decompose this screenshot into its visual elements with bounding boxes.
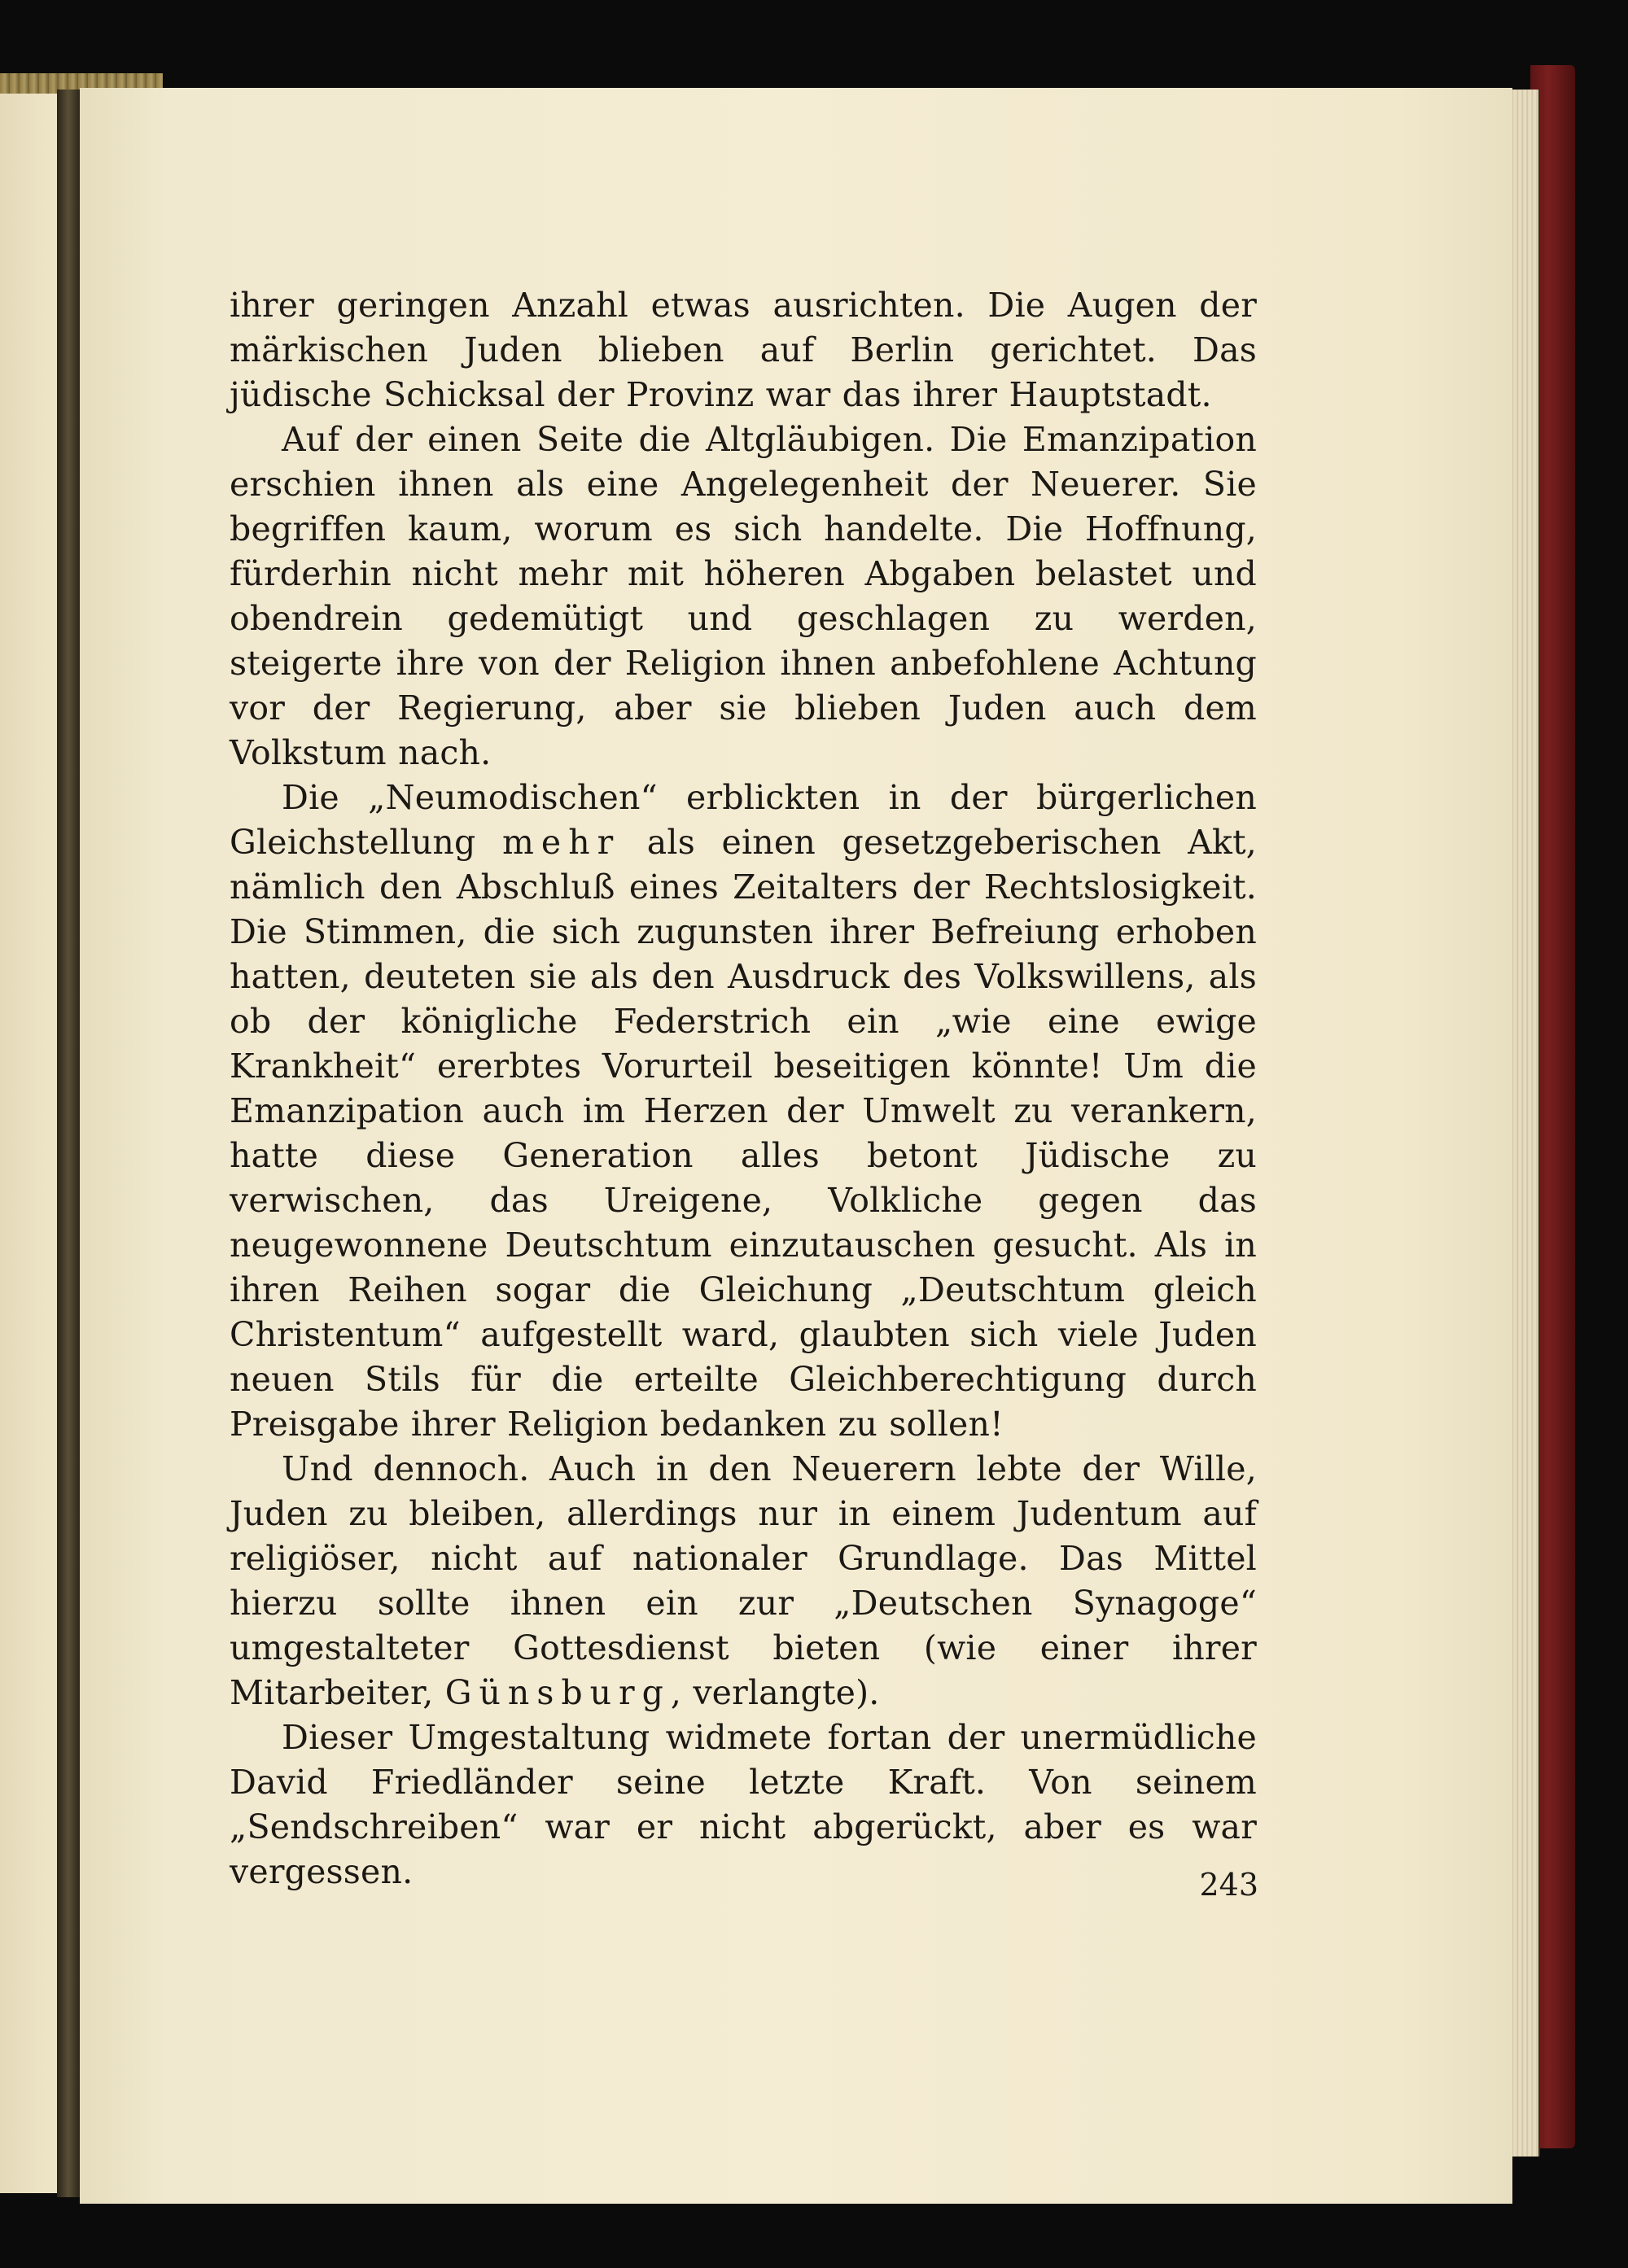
paragraph: [230, 776, 1257, 1447]
book-page: [80, 88, 1512, 2204]
paragraph: [230, 1715, 1257, 1894]
paragraph-text: Auf der einen Seite die Altgläubigen. Die Emanzipation erschien ihnen als eine Angelegenheit der Neuerer. Sie begriffen kaum, worum es sich handelte. Die Hoffnung, fürderhin nicht mehr mit höheren Abgaben belastet und obendrein gedemütigt und geschlagen zu werden, steigerte ihre von der Religion ihnen anbefohlene Achtung vor der Regierung, aber sie blieben Juden auch dem Volkstum nach.: [230, 420, 1257, 772]
paragraph-text: Und dennoch. Auch in den Neuerern lebte der Wille, Juden zu bleiben, allerdings nur in einem Judentum auf religiöser, nicht auf nationaler Grundlage. Das Mittel hierzu sollte ihnen ein zur „Deutschen Synagoge“ umgestalteter Gottesdienst bieten (wie einer ihrer Mitarbeiter,: [230, 1449, 1257, 1712]
paragraph-text: ihrer geringen Anzahl etwas ausrichten. Die Augen der märkischen Juden blieben auf Berlin gerichtet. Das jüdische Schicksal der Provinz war das ihrer Hauptstadt.: [230, 286, 1257, 414]
book-gutter: [57, 90, 80, 2197]
previous-page-edge: [0, 94, 57, 2193]
paragraph: [230, 1447, 1257, 1715]
paragraph-text: , verlangte).: [670, 1673, 880, 1712]
paragraph: [230, 417, 1257, 776]
page-number: 243: [1199, 1867, 1258, 1903]
emphasized-name: Günsburg: [444, 1673, 671, 1712]
emphasized-word: mehr: [502, 823, 621, 862]
paragraph-text: Die „Neumodischen“ erblickten in der bürgerlichen Gleichstellung: [230, 778, 1257, 862]
body-text: [230, 283, 1257, 1894]
paragraph-text: Dieser Umgestaltung widmete fortan der unermüdliche David Friedländer seine letzte Kraft. Von seinem „Sendschreiben“ war er nicht abgerückt, aber es war vergessen.: [230, 1718, 1257, 1891]
paragraph: [230, 283, 1257, 417]
paragraph-text: als einen gesetzgeberischen Akt, nämlich den Abschluß eines Zeitalters der Rechtslosigkeit. Die Stimmen, die sich zugunsten ihrer Befreiung erhoben hatten, deuteten sie als den Ausdruck des Volkswillens, als ob der königliche Federstrich ein „wie eine ewige Krankheit“ ererbtes Vorurteil beseitigen könnte! Um die Emanzipation auch im Herzen der Umwelt zu verankern, hatte diese Generation alles betont Jüdische zu verwischen, das Ureigene, Volkliche gegen das neugewonnene Deutschtum einzutauschen gesucht. Als in ihren Reihen sogar die Gleichung „Deutschtum gleich Christentum“ aufgestellt ward, glaubten sich viele Juden neuen Stils für die erteilte Gleichberechtigung durch Preisgabe ihrer Religion bedanken zu sollen!: [230, 823, 1257, 1444]
